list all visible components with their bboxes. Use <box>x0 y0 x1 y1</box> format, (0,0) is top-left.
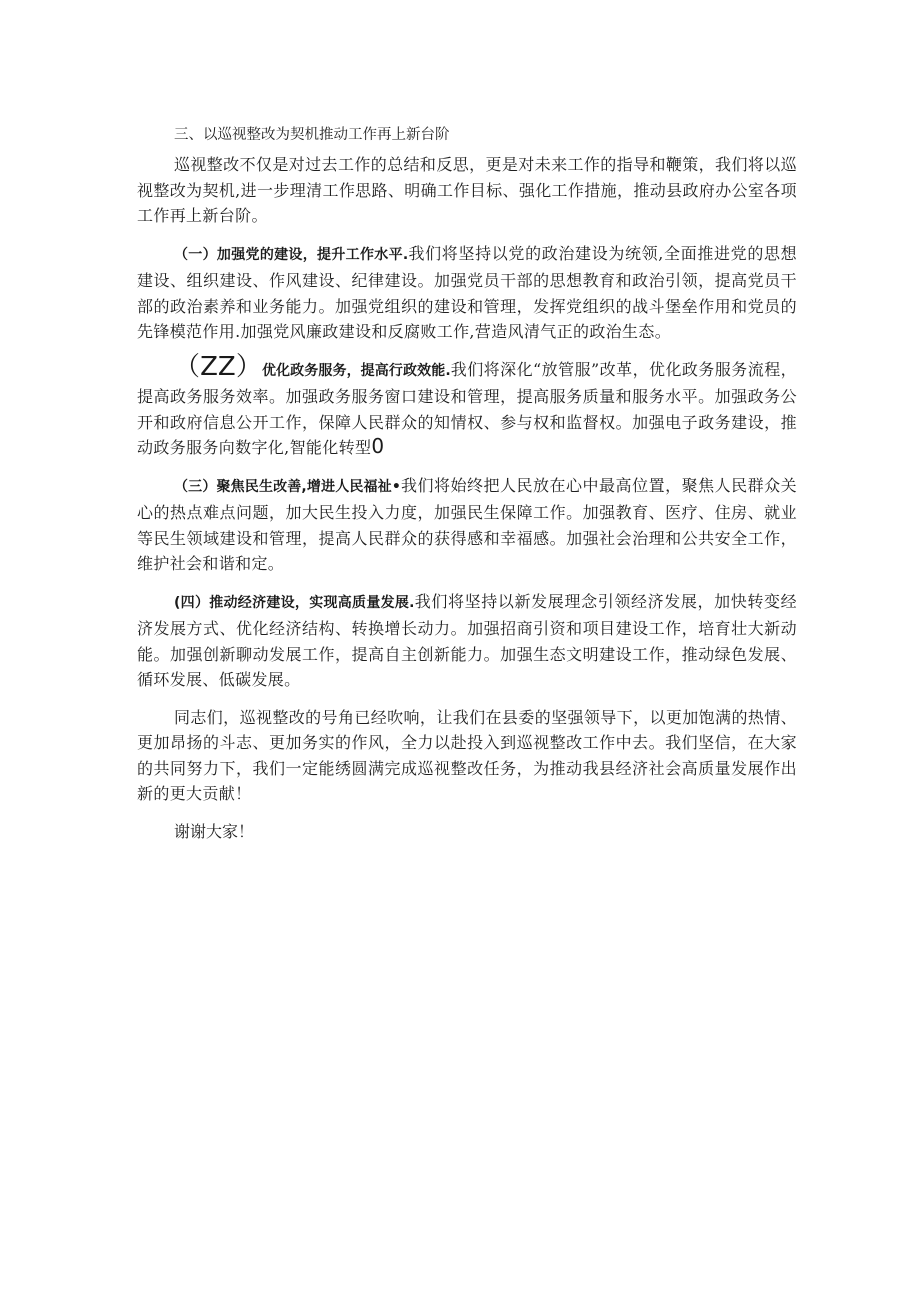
item-paragraph-2 <box>137 351 798 461</box>
item-lead-4: (四）推动经济建设，实现高质量发展. <box>174 594 415 611</box>
item-lead-1: （一）加强党的建设，提升工作水平. <box>174 246 409 263</box>
section-heading: 三、以巡视整改为契机推动工作再上新台阶 <box>174 127 450 143</box>
document-body <box>137 120 797 844</box>
closing-line: 谢谢大家！ <box>174 821 255 841</box>
item-paragraph-3 <box>137 473 797 577</box>
item-paragraph-1 <box>137 241 797 345</box>
item-paragraph-4 <box>137 589 797 693</box>
item-body-3: 我们将始终把人民放在心中最高位置，聚焦人民群众关心的热点难点问题，加大民生投入力度，加强民生保障工作。加强教育、医疗、住房、就业等民生领域建设和管理，提高人民群众的获得感和幸福感。加强社会治理和公共安全工作，维护社会和谐和定。 <box>137 475 797 573</box>
item-lead-2: 优化政务服务，提高行政效能. <box>261 362 451 379</box>
item-lead-3: （三）聚焦民生改善,增进人民福祉• <box>174 478 401 495</box>
item-mark-2: （ZZ） <box>174 351 262 382</box>
item-body-2: 我们将深化“放管服”改革，优化政务服务流程，提高政务服务效率。加强政务服务窗口建设和管理，提高服务质量和服务水平。加强政务公开和政府信息公开工作，保障人民群众的知情权、参与权和监督权。加强电子政务建设，推动政务服务向数字化,智能化转型 <box>137 359 798 457</box>
intro-paragraph: 巡视整改不仅是对过去工作的总结和反思，更是对未来工作的指导和鞭策，我们将以巡视整改为契机,进一步理清工作思路、明确工作目标、强化工作措施，推动县政府办公室各项工作再上新台阶。 <box>137 155 797 225</box>
item-body-1: 我们将坚持以党的政治建设为统领,全面推进党的思想建设、组织建设、作风建设、纪律建设。加强党员干部的思想教育和政治引领，提高党员干部的政治素养和业务能力。加强党组织的建设和管理，发挥党组织的战斗堡垒作用和党员的先锋模范作用.加强党风廉政建设和反腐败工作,营造风清气正的政治生态。 <box>137 243 797 341</box>
item-body-4: 我们将坚持以新发展理念引领经济发展，加快转变经济发展方式、优化经济结构、转换增长动力。加强招商引资和项目建设工作，培育壮大新动能。加强创新聊动发展工作，提高自主创新能力。加强生态文明建设工作，推动绿色发展、循环发展、低碳发展。 <box>137 591 797 689</box>
item-tail-2: 0 <box>371 434 385 458</box>
conclusion-paragraph: 同志们，巡视整改的号角已经吹响，让我们在县委的坚强领导下，以更加饱满的热情、更加昂扬的斗志、更加务实的作风，全力以赴投入到巡视整改工作中去。我们坚信，在大家的共同努力下，我们一定能绣圆满完成巡视整改任务，为推动我县经济社会高质量发展作出新的更大贡献！ <box>137 707 797 803</box>
